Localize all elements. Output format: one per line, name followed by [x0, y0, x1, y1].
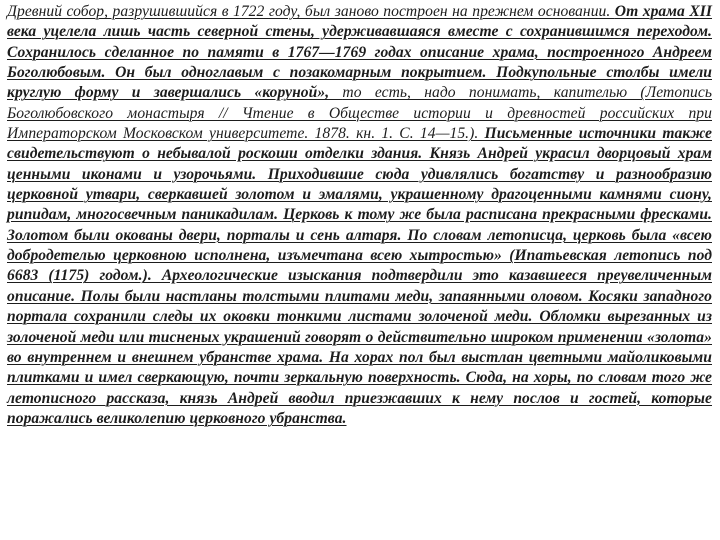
body-paragraph [7, 2, 712, 429]
text-segment-1: Древний собор, разрушившийся в 1722 году, был заново построен на прежнем основании. [7, 3, 615, 20]
text-segment-3: то есть, надо понимать, капителью (Летопись Боголюбовского монастыря // Чтение в Обществе истории и древностей российских при Императорском Московском университете. 1878. кн. 1. С. 14—15.). [7, 84, 713, 143]
text-segment-2: От храма XII века уцелела лишь часть северной стены, удерживавшаяся вместе с сохранившимся переходом. Сохранилось сделанное по памяти в 1767—1769 годах описание храма, построенного Андреем Боголюбовым. Он был одноглавым с позакомарным покрытием. Подкупольные столбы имели круглую форму и завершались «коруной», [7, 3, 713, 102]
text-segment-4: Письменные источники также свидетельствуют о небывалой роскоши отделки здания. Князь Андрей украсил дворцовый храм ценными иконами и узорочьями. Приходившие сюда удивлялись богатству и разнообразию церковной утвари, сверкавшей золотом и эмалями, украшенному драгоценными камнями сиону, рипидам, многосвечным паникадилам. Церковь к тому же была расписана прекрасными фресками. Золотом были окованы двери, порталы и сень алтаря. По словам летописца, церковь была «всею добродетелью церковною исполнена, изъмечтана всею хытростью» (Ипатьевская летопись под 6683 (1175) годом.). Археологические изыскания подтвердили это казавшееся преувеличенным описание. Полы были настланы толстыми плитами меди, запаянными оловом. Косяки западного портала сохранили следы их оковки тонкими листами золоченой меди. Обломки вырезанных из золоченой меди или тисненых украшений говорят о действительно широком применении «золота» во внутреннем и внешнем убранстве храма. На хорах пол был выстлан цветными майоликовыми плитками и имел сверкающую, почти зеркальную поверхность. Сюда, на хоры, по словам того же летописного рассказа, князь Андрей вводил приезжавших к нему послов и гостей, которые поражались великолепию церковного убранства. [7, 125, 712, 427]
